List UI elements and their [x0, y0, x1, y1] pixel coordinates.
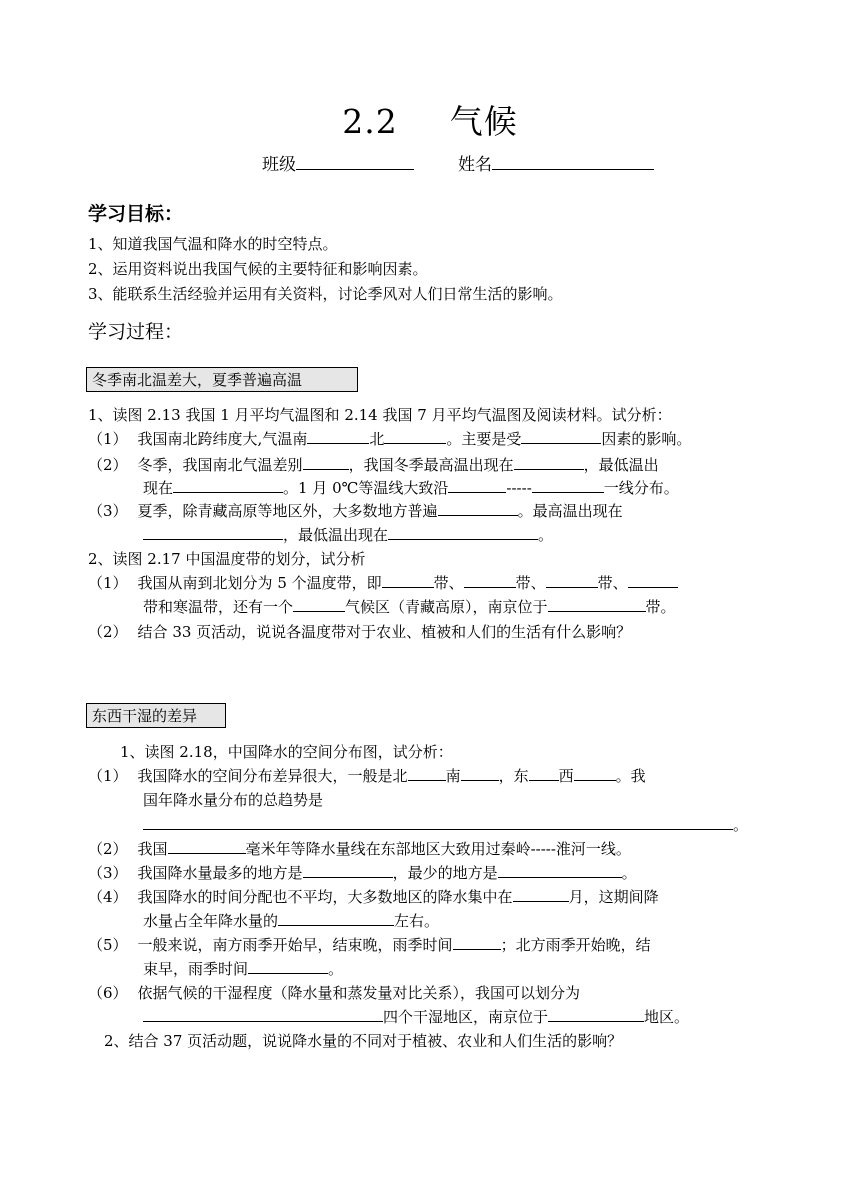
- text: 地区。: [644, 1008, 690, 1026]
- name-blank[interactable]: [492, 153, 654, 170]
- precip-question-2: 2、结合 37 页活动题，说说降水量的不同对于植被、农业和人们生活的影响？: [104, 1032, 623, 1050]
- text: 四个干湿地区，南京位于: [383, 1008, 549, 1026]
- item-number: （2）: [88, 456, 128, 474]
- answer-blank[interactable]: [521, 428, 601, 444]
- precip-1: [88, 765, 646, 787]
- question-2-1: [88, 572, 678, 594]
- text: 我国降水的空间分布差异很大，一般是北: [137, 767, 408, 785]
- text: 。最高温出现在: [517, 502, 623, 520]
- name-row: [262, 150, 654, 175]
- text: 一般来说，南方雨季开始早，结束晚，雨季时间: [137, 936, 453, 954]
- text: 。: [733, 816, 749, 834]
- item-number: （6）: [88, 984, 128, 1002]
- question-1-1: [88, 428, 691, 450]
- text: 。1 月 0℃等温线大致沿: [283, 479, 449, 497]
- text: ；北方雨季开始晚，结: [500, 936, 651, 954]
- item-number: （1）: [88, 574, 128, 592]
- text: ，最少的地方是: [392, 864, 498, 882]
- answer-blank[interactable]: [453, 934, 501, 950]
- answer-blank[interactable]: [464, 572, 516, 588]
- answer-blank[interactable]: [448, 477, 506, 493]
- question-1-3: [88, 500, 623, 522]
- precip-5-cont: [143, 958, 343, 980]
- text: 西: [558, 767, 574, 785]
- text: -----: [506, 479, 532, 497]
- answer-blank[interactable]: [293, 596, 345, 612]
- name-label: 姓名: [458, 155, 492, 175]
- item-number: （2）: [88, 840, 128, 858]
- text: 带、: [597, 574, 628, 592]
- text: 带、: [515, 574, 546, 592]
- objective-item: 3、能联系生活经验并运用有关资料，讨论季风对人们日常生活的影响。: [88, 285, 563, 303]
- text: 我国降水量最多的地方是: [137, 864, 303, 882]
- precip-1-cont2: [143, 814, 748, 836]
- answer-blank[interactable]: [532, 477, 604, 493]
- item-number: （1）: [88, 430, 128, 448]
- item-number: （4）: [88, 888, 128, 906]
- text: 国年降水量分布的总趋势是: [143, 791, 324, 809]
- answer-blank[interactable]: [628, 572, 678, 588]
- text: 南: [445, 767, 461, 785]
- text: 现在: [143, 479, 174, 497]
- answer-blank[interactable]: [546, 572, 598, 588]
- question-2-2: [88, 621, 631, 643]
- answer-blank[interactable]: [548, 1006, 644, 1022]
- text: 气候区（青藏高原），南京位于: [345, 598, 548, 616]
- text: ，东: [498, 767, 529, 785]
- answer-blank[interactable]: [529, 765, 559, 781]
- text: 带、: [433, 574, 464, 592]
- text: ，最低温出: [583, 456, 659, 474]
- item-number: （1）: [88, 767, 128, 785]
- text: 束早，雨季时间: [143, 960, 249, 978]
- item-number: （3）: [88, 864, 128, 882]
- question-2: 2、读图 2.17 中国温度带的划分，试分析: [88, 550, 366, 568]
- objectives-heading: 学习目标：: [88, 203, 184, 225]
- item-number: （5）: [88, 936, 128, 954]
- precip-5: [88, 934, 651, 956]
- title-name: 气候: [449, 102, 518, 141]
- answer-blank[interactable]: [278, 910, 394, 926]
- precip-6: [88, 982, 580, 1004]
- text: 。: [328, 960, 344, 978]
- question-1-2: [88, 454, 659, 476]
- text: 水量占全年降水量的: [143, 912, 279, 930]
- question-2-1-cont: [143, 596, 676, 618]
- answer-blank[interactable]: [143, 524, 283, 540]
- precip-3: [88, 862, 637, 884]
- text: 带和寒温带，还有一个: [143, 598, 294, 616]
- answer-blank[interactable]: [514, 454, 584, 470]
- answer-blank[interactable]: [303, 862, 393, 878]
- text: 我国从南到北划分为 5 个温度带，即: [137, 574, 382, 592]
- answer-blank[interactable]: [384, 428, 446, 444]
- precip-2: [88, 838, 631, 860]
- item-number: （3）: [88, 502, 128, 520]
- text: 我国降水的时间分配也不平均，大多数地区的降水集中在: [137, 888, 513, 906]
- text: 。: [538, 526, 554, 544]
- text: 毫米年等降水量线在东部地区大致用过秦岭-----淮河一线。: [245, 840, 631, 858]
- text: ，我国冬季最高温出现在: [348, 456, 514, 474]
- text: 。主要是受: [446, 430, 522, 448]
- objective-item: 2、运用资料说出我国气候的主要特征和影响因素。: [88, 260, 428, 278]
- section-box-precipitation: 东西干湿的差异: [86, 703, 226, 728]
- precip-4-cont: [143, 910, 439, 932]
- question-1: 1、读图 2.13 我国 1 月平均气温图和 2.14 我国 7 月平均气温图及阅读材料。试分析：: [88, 406, 672, 424]
- section-box-temperature: 冬季南北温差大，夏季普遍高温: [86, 367, 358, 392]
- answer-blank[interactable]: [143, 814, 733, 830]
- answer-blank[interactable]: [307, 428, 369, 444]
- precip-6-cont: [143, 1006, 689, 1028]
- class-label: 班级: [262, 155, 296, 175]
- precip-question-1: 1、读图 2.18，中国降水的空间分布图，试分析：: [120, 743, 453, 761]
- answer-blank[interactable]: [408, 765, 446, 781]
- text: 冬季，我国南北气温差别: [137, 456, 303, 474]
- text: 。: [621, 864, 637, 882]
- answer-blank[interactable]: [498, 862, 622, 878]
- class-blank[interactable]: [296, 153, 414, 170]
- text: 月，这期间降: [568, 888, 659, 906]
- answer-blank[interactable]: [513, 886, 569, 902]
- question-1-3-cont: [143, 524, 553, 546]
- answer-blank[interactable]: [461, 765, 499, 781]
- precip-1-cont: [143, 789, 323, 811]
- answer-blank[interactable]: [388, 524, 538, 540]
- answer-blank[interactable]: [303, 454, 349, 470]
- objective-item: 1、知道我国气温和降水的时空特点。: [88, 235, 338, 253]
- text: ，最低温出现在: [283, 526, 389, 544]
- text: 依据气候的干湿程度（降水量和蒸发量对比关系），我国可以划分为: [137, 984, 581, 1002]
- answer-blank[interactable]: [574, 765, 616, 781]
- question-1-2-cont: [143, 477, 679, 499]
- text: 带。: [645, 598, 676, 616]
- answer-blank[interactable]: [382, 572, 434, 588]
- text: 一线分布。: [603, 479, 679, 497]
- text: 左右。: [394, 912, 440, 930]
- item-number: （2）: [88, 623, 128, 641]
- text: 夏季，除青藏高原等地区外，大多数地方普遍: [137, 502, 438, 520]
- text: 我国: [137, 840, 168, 858]
- text: 我国南北跨纬度大,气温南: [137, 430, 308, 448]
- page-title: [0, 96, 860, 143]
- answer-blank[interactable]: [248, 958, 328, 974]
- answer-blank[interactable]: [168, 838, 246, 854]
- title-number: 2.2: [342, 102, 398, 141]
- precip-4: [88, 886, 659, 908]
- text: 因素的影响。: [601, 430, 692, 448]
- answer-blank[interactable]: [173, 477, 283, 493]
- answer-blank[interactable]: [143, 1006, 383, 1022]
- text: 北: [369, 430, 385, 448]
- answer-blank[interactable]: [438, 500, 518, 516]
- answer-blank[interactable]: [548, 596, 646, 612]
- text: 。我: [615, 767, 646, 785]
- text: 结合 33 页活动，说说各温度带对于农业、植被和人们的生活有什么影响？: [137, 623, 632, 641]
- process-heading: 学习过程：: [88, 321, 184, 343]
